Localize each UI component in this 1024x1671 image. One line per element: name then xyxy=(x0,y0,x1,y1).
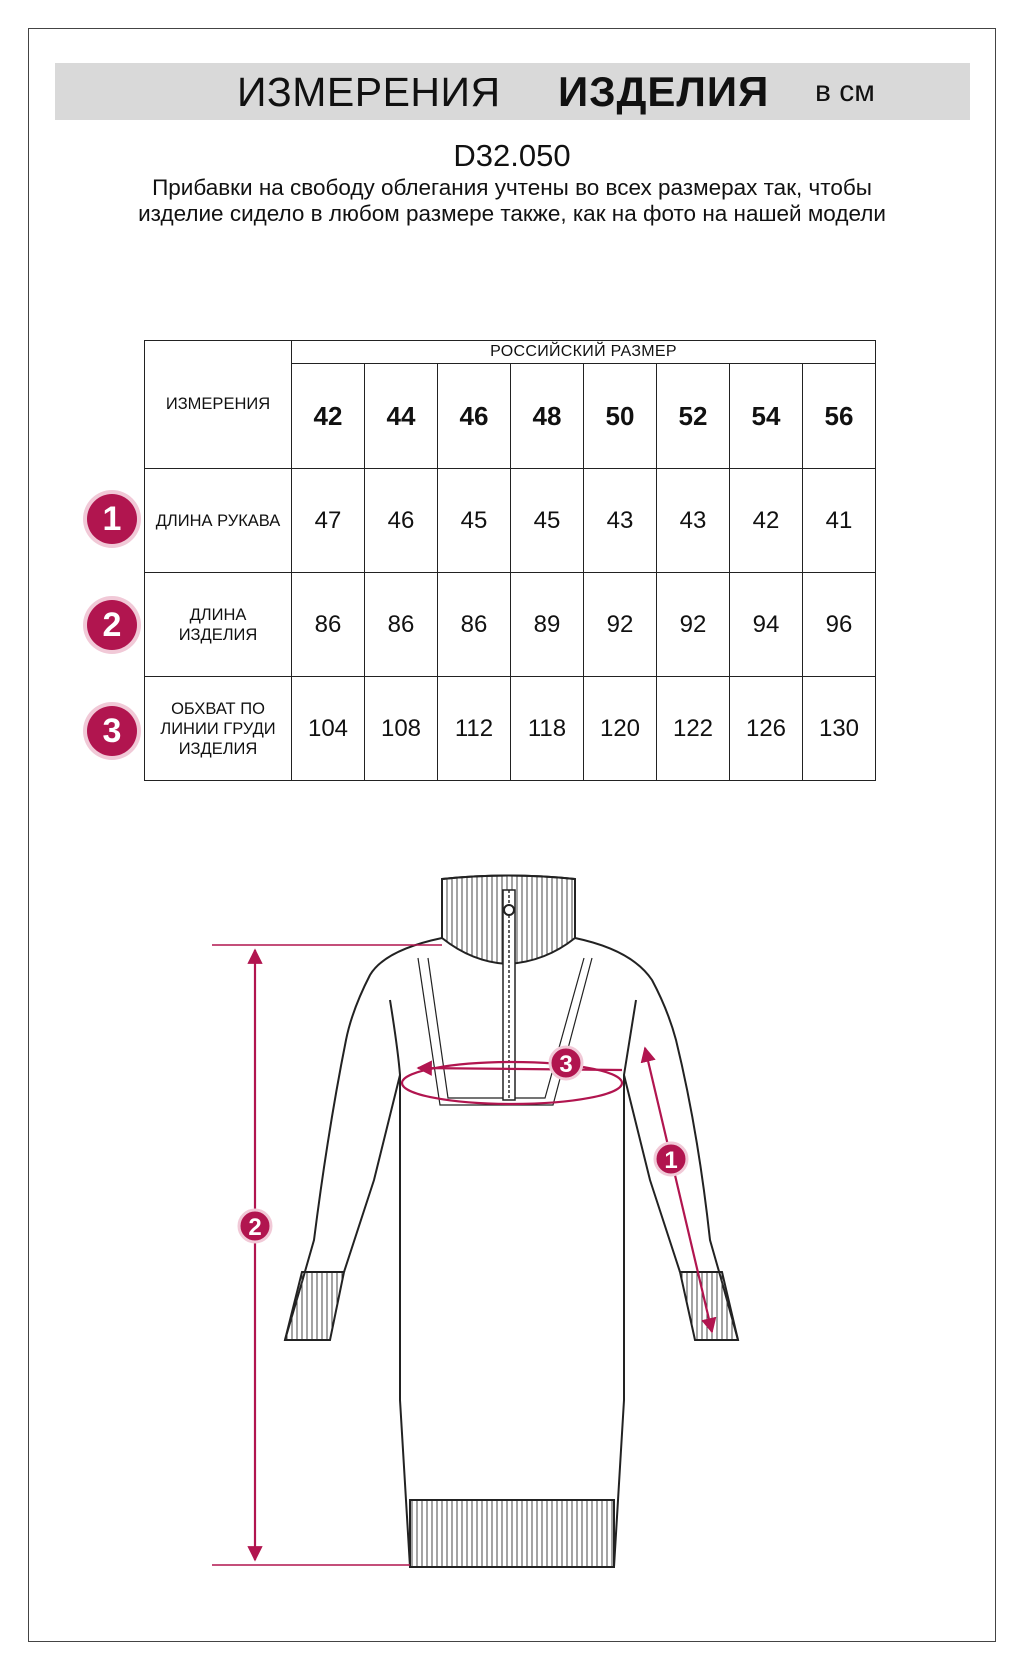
badge-2: 2 xyxy=(87,600,137,650)
marker-3 xyxy=(550,1047,582,1079)
table-cell: 92 xyxy=(657,573,730,677)
size-header-44: 44 xyxy=(365,364,438,469)
table-cell: 41 xyxy=(803,469,876,573)
table-cell: 130 xyxy=(803,677,876,781)
size-group-header: РОССИЙСКИЙ РАЗМЕР xyxy=(292,341,876,364)
table-cell: 45 xyxy=(511,469,584,573)
table-cell: 94 xyxy=(730,573,803,677)
table-cell: 118 xyxy=(511,677,584,781)
table-cell: 108 xyxy=(365,677,438,781)
dress-outline xyxy=(285,876,738,1568)
row-label-line: ИЗДЕЛИЯ xyxy=(178,739,258,758)
table-cell: 126 xyxy=(730,677,803,781)
title-unit: в см xyxy=(815,75,875,108)
row-label-line: ДЛИНА xyxy=(189,605,247,624)
table-cell: 45 xyxy=(438,469,511,573)
product-code: D32.050 xyxy=(453,138,571,173)
size-header-52: 52 xyxy=(657,364,730,469)
row-label-line: ДЛИНА РУКАВА xyxy=(155,511,281,530)
table-cell: 104 xyxy=(292,677,365,781)
table-cell: 92 xyxy=(584,573,657,677)
measure-markers xyxy=(239,1047,687,1242)
size-header-48: 48 xyxy=(511,364,584,469)
table-cell: 96 xyxy=(803,573,876,677)
table-cell: 112 xyxy=(438,677,511,781)
table-cell: 46 xyxy=(365,469,438,573)
badge-1: 1 xyxy=(87,494,137,544)
measure-lines xyxy=(212,945,712,1565)
fit-note: Прибавки на свободу облегания учтены во всех размерах так, чтобы изделие сидело в любом размере также, как на фото на нашей модели xyxy=(138,175,886,226)
marker-2 xyxy=(239,1210,271,1242)
table-cell: 43 xyxy=(584,469,657,573)
row-label-line: ЛИНИИ ГРУДИ xyxy=(160,719,276,738)
marker-2-label: 2 xyxy=(248,1214,262,1241)
title-measurements: ИЗМЕРЕНИЯ xyxy=(237,69,501,115)
measurements-header: ИЗМЕРЕНИЯ xyxy=(145,341,292,469)
table-cell: 89 xyxy=(511,573,584,677)
table-cell: 47 xyxy=(292,469,365,573)
size-header-54: 54 xyxy=(730,364,803,469)
table-cell: 122 xyxy=(657,677,730,781)
size-header-42: 42 xyxy=(292,364,365,469)
table-cell: 120 xyxy=(584,677,657,781)
badge-3: 3 xyxy=(87,706,137,756)
row-label-line: ИЗДЕЛИЯ xyxy=(178,625,258,644)
marker-3-label: 3 xyxy=(559,1051,573,1078)
size-header-50: 50 xyxy=(584,364,657,469)
marker-1 xyxy=(655,1143,687,1175)
title-product: ИЗДЕЛИЯ xyxy=(558,68,770,115)
table-cell: 42 xyxy=(730,469,803,573)
table-cell: 86 xyxy=(365,573,438,677)
table-cell: 86 xyxy=(438,573,511,677)
size-header-46: 46 xyxy=(438,364,511,469)
table-cell: 43 xyxy=(657,469,730,573)
marker-1-label: 1 xyxy=(664,1147,678,1174)
table-cell: 86 xyxy=(292,573,365,677)
size-header-56: 56 xyxy=(803,364,876,469)
row-label-line: ОБХВАТ ПО xyxy=(171,699,265,718)
